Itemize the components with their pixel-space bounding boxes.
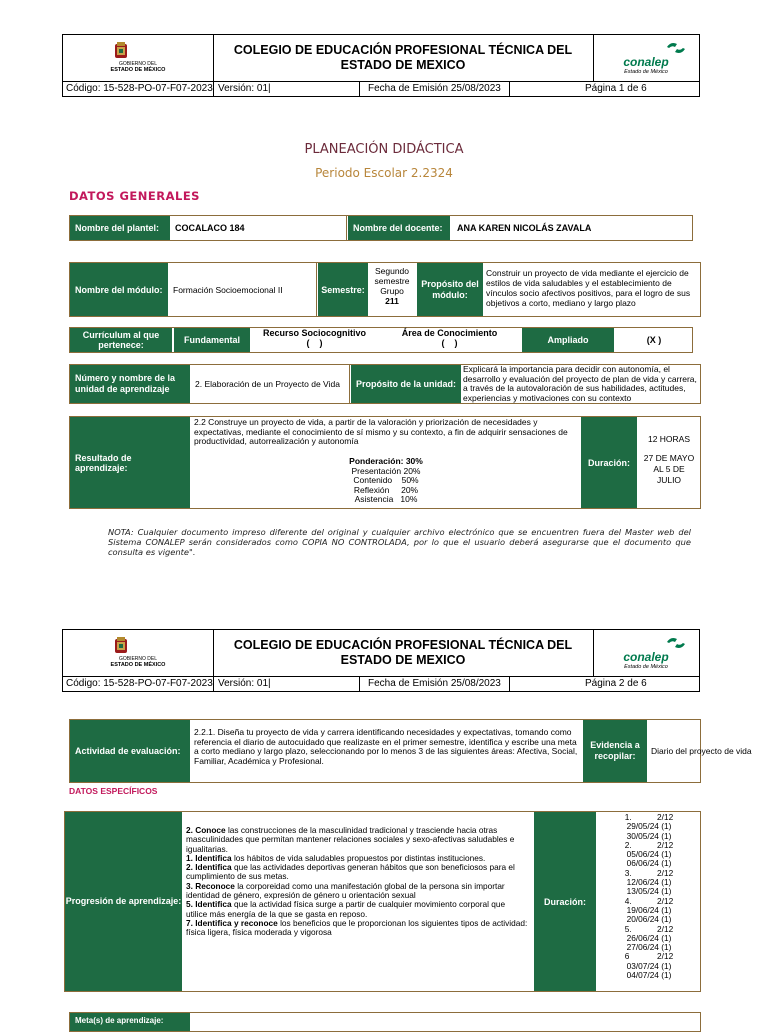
- progresion-verb: 2. Identifica: [186, 862, 232, 873]
- sesion-line: 12/06/24 (1): [626, 877, 672, 888]
- recurso-mark: ( ): [306, 338, 323, 348]
- docente-value: ANA KAREN NICOLÁS ZAVALA: [457, 223, 592, 233]
- sesion-line: 5. 2/12: [624, 923, 674, 934]
- progresion-row: [64, 811, 701, 992]
- fundamental-label: Fundamental: [174, 328, 250, 352]
- gob-line2: ESTADO DE MÉXICO: [110, 662, 166, 668]
- sesion-line: 13/05/24 (1): [626, 886, 672, 897]
- progresion-list: [186, 826, 528, 938]
- progresion-item: [186, 900, 528, 919]
- progresion-verb: 3. Reconoce: [186, 880, 235, 891]
- seal-icon: [111, 41, 131, 61]
- area-mark: ( ): [441, 338, 458, 348]
- ampliado-mark: (X ): [646, 335, 662, 345]
- actividad-row: [69, 719, 752, 783]
- sesiones-list: [598, 813, 700, 980]
- recurso-cell: [252, 328, 377, 352]
- progresion-item: [186, 919, 528, 938]
- progresion-label: Progresión de aprendizaje:: [65, 812, 182, 991]
- header-title: COLEGIO DE EDUCACIÓN PROFESIONAL TÉCNICA DEL ESTADO DE MEXICO: [213, 630, 594, 676]
- sesion-line: 06/06/24 (1): [626, 858, 672, 869]
- sesion-line: 04/07/24 (1): [626, 970, 672, 981]
- sesion-line: 03/07/24 (1): [626, 960, 672, 971]
- progresion-verb: 7. Identifica y reconoce: [186, 917, 278, 928]
- seal-icon: [111, 636, 131, 656]
- sesion-line: 19/06/24 (1): [626, 904, 672, 915]
- conalep-icon: [665, 41, 687, 55]
- plantel-value: COCALACO 184: [170, 216, 347, 240]
- sesion-line: 3. 2/12: [624, 867, 674, 878]
- duracion-value: [637, 417, 701, 508]
- gobierno-logo: [63, 630, 214, 676]
- recurso-label: Recurso Sociocognitivo: [262, 328, 367, 338]
- proposito-label: Propósito del módulo:: [417, 263, 483, 316]
- plantel-label: Nombre del plantel:: [70, 216, 170, 240]
- version: Versión: 01|: [218, 83, 271, 94]
- progresion-text: que la actividad física surge a partir de cualquier movimiento corporal que utilice más energía de la que se gasta en reposo.: [186, 899, 506, 919]
- conalep-sub: Estado de México: [624, 69, 668, 75]
- codigo: Código: 15-528-PO-07-F07-2023: [66, 83, 213, 94]
- conalep-logo: [593, 630, 699, 676]
- modulo-label: Nombre del módulo:: [70, 263, 168, 316]
- semestre-label: Semestre:: [318, 263, 368, 316]
- prop-unidad-label: Propósito de la unidad:: [351, 365, 461, 403]
- semestre-l3: Grupo: [380, 286, 404, 296]
- progresion-verb: 2. Conoce: [186, 825, 226, 835]
- datos-especificos-heading: DATOS ESPECÍFICOS: [69, 786, 158, 796]
- gob-line2: ESTADO DE MÉXICO: [110, 67, 166, 73]
- resultado-value: 2.2 Construye un proyecto de vida, a partir de la valoración y priorización de necesidades y expectativas, mediante el conocimiento de sí mismo y su contexto, a fin de adquirir sensaciones de productividad, autorrealización y autonomía: [194, 417, 568, 446]
- ponderacion: Ponderación: 30%: [349, 456, 423, 466]
- pond-presentacion: Presentación 20%: [351, 465, 421, 476]
- sesion-line: 30/05/24 (1): [626, 830, 672, 841]
- progresion-item: [186, 826, 528, 854]
- progresion-verb: 5. Identifica: [186, 899, 232, 910]
- plantel-row: [69, 215, 693, 241]
- pagina: Página 2 de 6: [585, 678, 647, 689]
- header-meta-row: [63, 81, 699, 97]
- page2-header: [62, 629, 700, 692]
- metas-row: [69, 1012, 701, 1032]
- evidencia-value: Diario del proyecto de vida: [651, 746, 752, 756]
- resultado-label: Resultado de aprendizaje:: [70, 417, 190, 508]
- progresion-text: que las actividades deportivas generan hábitos que son beneficiosos para el cumplimiento de sus metas.: [186, 862, 515, 882]
- sesion-line: 6 2/12: [624, 951, 674, 962]
- duracion-fecha: 27 DE MAYO AL 5 DE JULIO: [643, 453, 695, 485]
- resultado-row: [69, 416, 701, 509]
- progresion-text: la corporeidad como una manifestación global de la persona sin importar identidad de género, expresión de género u orientación sexual: [186, 880, 505, 901]
- sesion-line: 2. 2/12: [624, 839, 674, 850]
- fecha-emision: Fecha de Emisión 25/08/2023: [368, 678, 501, 689]
- pond-contenido: Contenido 50%: [353, 475, 419, 485]
- actividad-value: 2.2.1. Diseña tu proyecto de vida y carrera identificando necesidades y expectativas, tomando como referencia el diario de autocuidado que realizaste en el primer semestre, identifica y escribe una meta a corto mediano y largo plazo, seleccionando por lo menos 3 de las siguientes áreas: Afectiva, Social, Familiar, Académica y Profesional.: [194, 727, 578, 766]
- nota: NOTA: Cualquier documento impreso diferente del original y cualquier archivo electrónico que se encuentren fuera del Master web del Sistema CONALEP serán considerados como COPIA NO CONTROLADA, por lo que el usuario deberá asegurarse que el documento que consulta es vigente".: [108, 527, 691, 557]
- modulo-row: [69, 262, 701, 317]
- gob-line1: GOBIERNO DEL: [118, 61, 158, 67]
- codigo: Código: 15-528-PO-07-F07-2023: [66, 678, 213, 689]
- gobierno-logo: [63, 35, 214, 81]
- area-label: Área de Conocimiento: [401, 328, 498, 338]
- ponderacion-block: [194, 457, 578, 505]
- unidad-row: [69, 364, 701, 404]
- curriculum-row: [69, 327, 693, 353]
- modulo-value: Formación Socioemocional II: [168, 263, 317, 316]
- progresion-text: los hábitos de vida saludables propuestos por distintas instituciones.: [231, 852, 486, 863]
- ampliado-label: Ampliado: [522, 328, 614, 352]
- pond-reflexion: Reflexión 20%: [353, 484, 419, 495]
- semestre-l2: semestre: [374, 276, 410, 286]
- unidad-label: Número y nombre de la unidad de aprendizaje: [70, 365, 190, 403]
- semestre-value: [368, 266, 416, 316]
- semestre-l4: 211: [385, 296, 399, 306]
- semestre-l1: Segundo: [374, 266, 410, 276]
- version: Versión: 01|: [218, 678, 271, 689]
- prop-unidad-value: Explicará la importancia para decidir con autonomía, el desarrollo y evaluación del proyecto de plan de vida y carrera, a través de la autovaloración de sus habilidades, actitudes, experiencias y motivaciones con su contexto: [463, 364, 697, 403]
- fecha-emision: Fecha de Emisión 25/08/2023: [368, 83, 501, 94]
- conalep-name: conalep: [623, 650, 669, 664]
- conalep-logo: [593, 35, 699, 81]
- metas-label: Meta(s) de aprendizaje:: [70, 1013, 190, 1031]
- conalep-name: conalep: [623, 55, 669, 69]
- header-meta-row: [63, 676, 699, 692]
- gob-line1: GOBIERNO DEL: [118, 656, 158, 662]
- progresion-item: [186, 882, 528, 901]
- sesion-line: 27/06/24 (1): [626, 942, 672, 953]
- periodo-escolar: Periodo Escolar 2.2324: [315, 166, 453, 180]
- evidencia-label: Evidencia a recopilar:: [583, 720, 647, 782]
- pagina: Página 1 de 6: [585, 83, 647, 94]
- sesion-line: 29/05/24 (1): [626, 821, 672, 832]
- doc-title: PLANEACIÓN DIDÁCTICA: [304, 142, 464, 157]
- progresion-item: [186, 863, 528, 882]
- datos-generales-heading: DATOS GENERALES: [69, 189, 200, 203]
- progresion-text: las construcciones de la masculinidad tradicional y trasciende hacia otras masculinidades que permitan mantener relaciones sociales y sexo-afectivas saludables e igualitarias.: [186, 825, 515, 854]
- curriculum-label: Currículum al que pertenece:: [70, 328, 172, 352]
- conalep-sub: Estado de México: [624, 664, 668, 670]
- page1-header: [62, 34, 700, 97]
- conalep-icon: [665, 636, 687, 650]
- sesion-line: 05/06/24 (1): [626, 849, 672, 860]
- unidad-value: 2. Elaboración de un Proyecto de Vida: [190, 365, 350, 403]
- sesion-line: 4. 2/12: [624, 895, 674, 906]
- duracion-label: Duración:: [581, 417, 637, 508]
- sesion-line: 20/06/24 (1): [626, 914, 672, 925]
- header-title: COLEGIO DE EDUCACIÓN PROFESIONAL TÉCNICA DEL ESTADO DE MEXICO: [213, 35, 594, 81]
- actividad-label: Actividad de evaluación:: [70, 720, 190, 782]
- area-cell: [377, 328, 522, 352]
- pond-asistencia: Asistencia 10%: [354, 494, 418, 504]
- sesion-line: 26/06/24 (1): [626, 932, 672, 943]
- duracion2-label: Duración:: [534, 812, 596, 991]
- sesion-line: 1. 2/12: [624, 812, 674, 822]
- duracion-horas: 12 HORAS: [647, 434, 691, 444]
- proposito-value: Construir un proyecto de vida mediante el ejercicio de estilos de vida saludables y el establecimiento de vínculos socio afectivos positivos, para el logro de sus objetivos a corto, mediano y largo plazo: [486, 268, 691, 308]
- progresion-verb: 1. Identifica: [186, 852, 232, 863]
- docente-label: Nombre del docente:: [348, 216, 450, 240]
- progresion-text: los beneficios que le proporcionan los siguientes tipos de actividad: física ligera, física moderada y vigorosa: [186, 917, 528, 938]
